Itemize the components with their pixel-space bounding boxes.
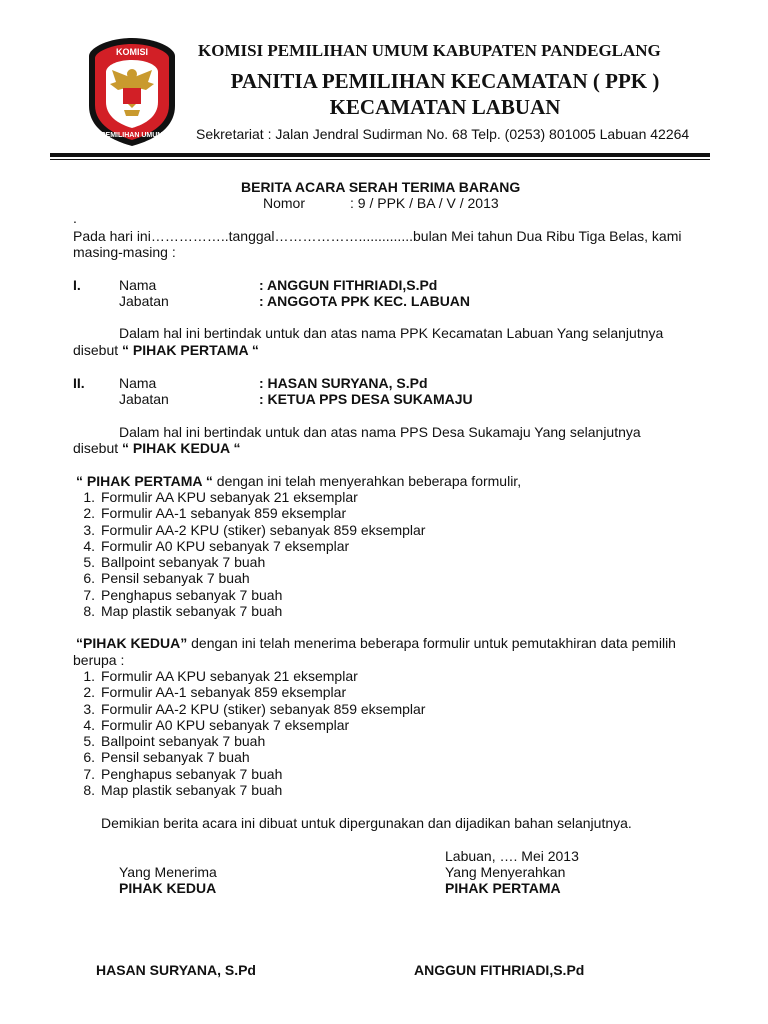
- party-2-disebut: disebut: [73, 440, 123, 456]
- list-number: 7.: [83, 765, 95, 782]
- party-2-roman: II.: [73, 375, 85, 391]
- list-number: 6.: [83, 570, 95, 587]
- receipt-list: [70, 668, 425, 798]
- list-item: [70, 570, 425, 586]
- receiver-role: Yang Menerima: [119, 864, 217, 880]
- letterhead-rule-thick: [50, 153, 710, 157]
- handover-list: [70, 489, 425, 619]
- handover-text: dengan ini telah menyerahkan beberapa formulir,: [212, 473, 522, 489]
- list-text: Map plastik sebanyak 7 buah: [101, 603, 283, 620]
- giver-name: ANGGUN FITHRIADI,S.Pd: [414, 962, 585, 978]
- list-text: Formulir AA KPU sebanyak 21 eksemplar: [101, 668, 358, 684]
- list-text: Pensil sebanyak 7 buah: [101, 749, 250, 766]
- handover-alias: “ PIHAK PERTAMA “: [76, 473, 213, 489]
- receiver-name: HASAN SURYANA, S.Pd: [96, 962, 256, 978]
- party-1-alias-line: [73, 342, 259, 358]
- list-text: Formulir A0 KPU sebanyak 7 eksemplar: [101, 537, 350, 554]
- header-committee: PANITIA PEMILIHAN KECAMATAN ( PPK ): [230, 69, 660, 93]
- list-item: [70, 538, 425, 554]
- receipt-text-line-2: berupa :: [73, 652, 125, 668]
- party-2-position-value: : KETUA PPS DESA SUKAMAJU: [259, 391, 473, 407]
- list-text: Ballpoint sebanyak 7 buah: [101, 554, 266, 571]
- list-item: [70, 733, 425, 749]
- party-1-position-label: Jabatan: [119, 293, 169, 309]
- list-item: [70, 587, 425, 603]
- list-text: Formulir AA-1 sebanyak 859 eksemplar: [101, 684, 347, 701]
- list-item: [70, 668, 425, 684]
- list-item: [70, 782, 425, 798]
- party-1-position-value: : ANGGOTA PPK KEC. LABUAN: [259, 293, 471, 309]
- list-text: Ballpoint sebanyak 7 buah: [101, 733, 266, 750]
- giver-role: Yang Menyerahkan: [445, 864, 566, 880]
- stray-mark: .: [73, 210, 77, 226]
- list-number: 3.: [83, 700, 95, 717]
- list-item: [70, 717, 425, 733]
- list-text: Penghapus sebanyak 7 buah: [101, 765, 283, 782]
- header-address: Sekretariat : Jalan Jendral Sudirman No. 68 Telp. (0253) 801005 Labuan 42264: [196, 126, 690, 142]
- giver-party: PIHAK PERTAMA: [445, 880, 561, 896]
- list-text: Pensil sebanyak 7 buah: [101, 570, 250, 587]
- list-number: 7.: [83, 586, 95, 603]
- list-text: Formulir AA KPU sebanyak 21 eksemplar: [101, 489, 358, 505]
- list-item: [70, 522, 425, 538]
- list-number: 6.: [83, 749, 95, 766]
- list-number: 1.: [83, 489, 95, 505]
- letterhead-rule-thin: [50, 159, 710, 160]
- list-text: Formulir AA-2 KPU (stiker) sebanyak 859 eksemplar: [101, 521, 426, 538]
- party-2-name-label: Nama: [119, 375, 157, 391]
- number-value: : 9 / PPK / BA / V / 2013: [350, 195, 499, 211]
- number-label: Nomor: [263, 195, 306, 211]
- logo-bottom-text: PEMILIHAN UMUM: [100, 132, 164, 139]
- list-number: 4.: [83, 537, 95, 554]
- list-number: 5.: [83, 554, 95, 571]
- party-1-description: Dalam hal ini bertindak untuk dan atas nama PPK Kecamatan Labuan Yang selanjutnya: [119, 325, 664, 341]
- list-number: 3.: [83, 521, 95, 538]
- list-item: [70, 701, 425, 717]
- header-district: KECAMATAN LABUAN: [329, 95, 561, 119]
- list-text: Formulir AA-1 sebanyak 859 eksemplar: [101, 505, 347, 522]
- list-item: [70, 684, 425, 700]
- list-number: 5.: [83, 733, 95, 750]
- list-number: 8.: [83, 782, 95, 799]
- closing-statement: Demikian berita acara ini dibuat untuk dipergunakan dan dijadikan bahan selanjutnya.: [101, 815, 632, 831]
- list-number: 2.: [83, 684, 95, 701]
- party-2-name-value: : HASAN SURYANA, S.Pd: [259, 375, 428, 391]
- party-2-alias-line: [73, 440, 241, 456]
- list-number: 8.: [83, 603, 95, 620]
- kpu-logo: [86, 36, 178, 148]
- list-item: [70, 489, 425, 505]
- list-number: 2.: [83, 505, 95, 522]
- receiver-party: PIHAK KEDUA: [119, 880, 217, 896]
- receipt-alias: “PIHAK KEDUA”: [76, 635, 188, 651]
- list-text: Penghapus sebanyak 7 buah: [101, 586, 283, 603]
- list-item: [70, 749, 425, 765]
- list-item: [70, 766, 425, 782]
- receipt-statement: [76, 635, 676, 651]
- list-text: Formulir A0 KPU sebanyak 7 eksemplar: [101, 716, 350, 733]
- list-number: 1.: [83, 668, 95, 684]
- receipt-text: dengan ini telah menerima beberapa formulir untuk pemutakhiran data pemilih: [187, 635, 676, 651]
- party-1-disebut: disebut: [73, 342, 123, 358]
- opening-line-2: masing-masing :: [73, 244, 176, 260]
- list-text: Map plastik sebanyak 7 buah: [101, 782, 283, 799]
- list-item: [70, 505, 425, 521]
- logo-top-text: KOMISI: [115, 47, 149, 57]
- list-item: [70, 554, 425, 570]
- list-item: [70, 603, 425, 619]
- place-date: Labuan, …. Mei 2013: [445, 848, 579, 864]
- handover-statement: [76, 473, 521, 489]
- party-1-roman: I.: [73, 277, 81, 293]
- party-1-name-label: Nama: [119, 277, 157, 293]
- document-title: BERITA ACARA SERAH TERIMA BARANG: [241, 179, 521, 195]
- header-commission: KOMISI PEMILIHAN UMUM KABUPATEN PANDEGLANG: [198, 41, 661, 60]
- party-1-name-value: : ANGGUN FITHRIADI,S.Pd: [259, 277, 438, 293]
- list-number: 4.: [83, 716, 95, 733]
- party-2-position-label: Jabatan: [119, 391, 169, 407]
- party-2-description: Dalam hal ini bertindak untuk dan atas nama PPS Desa Sukamaju Yang selanjutnya: [119, 424, 641, 440]
- list-text: Formulir AA-2 KPU (stiker) sebanyak 859 eksemplar: [101, 700, 426, 717]
- opening-line-1: Pada hari ini……………..tanggal………………..............bulan Mei tahun Dua Ribu Tiga Belas, kami: [73, 228, 682, 244]
- party-1-alias: “ PIHAK PERTAMA “: [122, 342, 259, 358]
- party-2-alias: “ PIHAK KEDUA “: [122, 440, 241, 456]
